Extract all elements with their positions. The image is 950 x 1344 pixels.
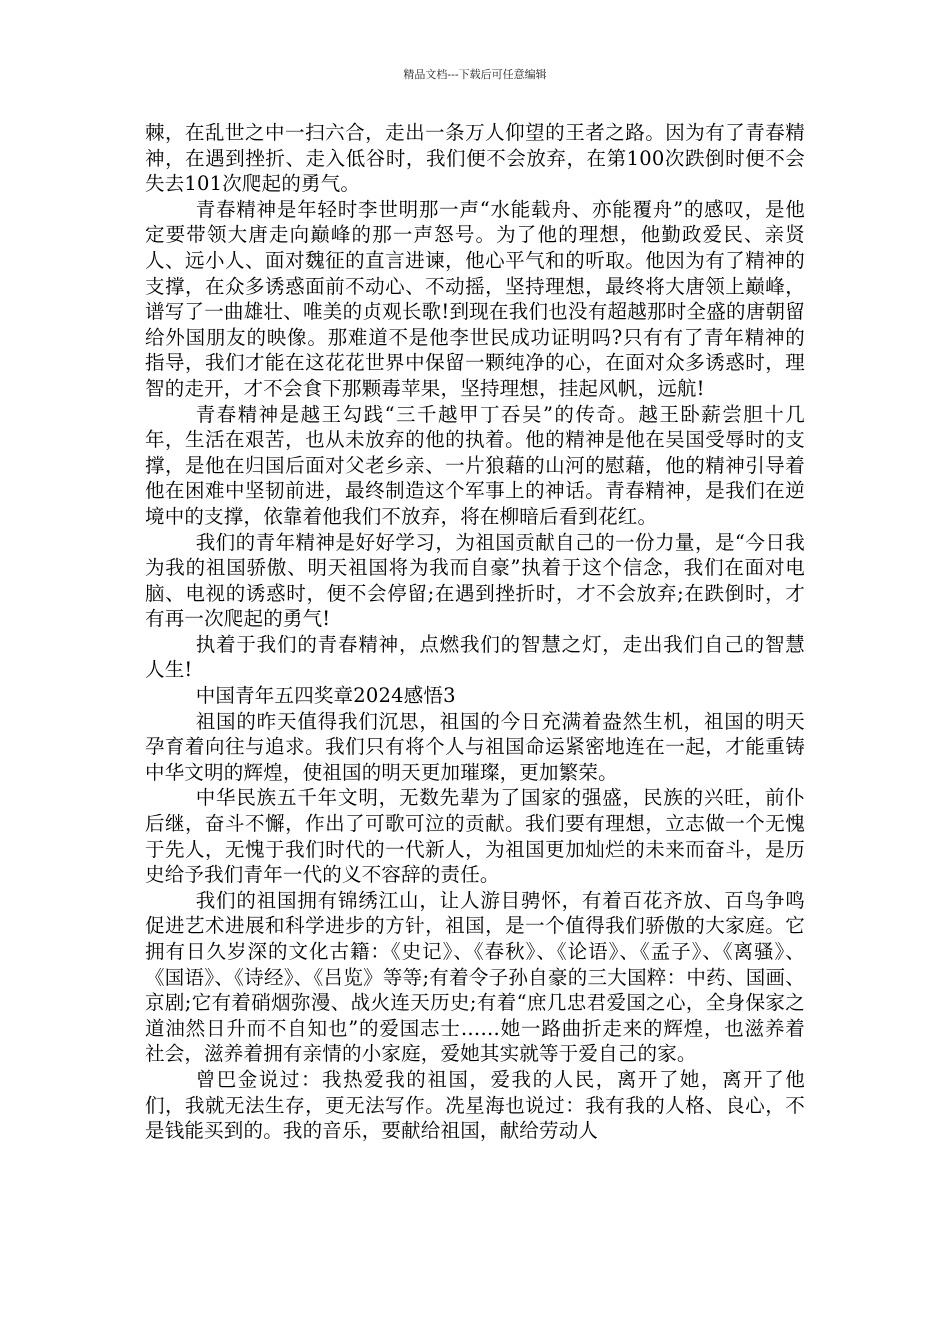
paragraph: 棘，在乱世之中一扫六合，走出一条万人仰望的王者之路。因为有了青春精神，在遇到挫折、走入低谷时，我们便不会放弃，在第100次跌倒时便不会失去101次爬起的勇气。 (145, 121, 805, 196)
document-body (145, 120, 805, 1144)
paragraph: 曾巴金说过：我热爱我的祖国，爱我的人民，离开了她，离开了他们，我就无法生存，更无法写作。冼星海也说过：我有我的人格、良心，不是钱能买到的。我的音乐，要献给祖国，献给劳动人 (145, 1067, 805, 1143)
paragraph: 祖国的昨天值得我们沉思，祖国的今日充满着盎然生机，祖国的明天孕育着向往与追求。我们只有将个人与祖国命运紧密地连在一起，才能重铸中华文明的辉煌，使祖国的明天更加璀璨，更加繁荣。 (145, 709, 805, 784)
paragraph: 我们的祖国拥有锦绣江山，让人游目骋怀，有着百花齐放、百鸟争鸣促进艺术进展和科学进步的方针，祖国，是一个值得我们骄傲的大家庭。它拥有日久岁深的文化古籍：《史记》、《春秋》、《论语》、《孟子》、《离骚》、《国语》、《诗经》、《吕览》等等;有着令子孙自豪的三大国粹：中药、国画、京剧;它有着硝烟弥漫、战火连天历史;有着“庶几忠君爱国之心，全身保家之道油然日升而不自知也”的爱国志士……她一路曲折走来的辉煌，也滋养着社会，滋养着拥有亲情的小家庭，爱她其实就等于爱自己的家。 (145, 888, 805, 1066)
page-header: 精品文档---下载后可任意编辑 (403, 68, 547, 81)
paragraph: 青春精神是越王勾践“三千越甲丁吞吴”的传奇。越王卧薪尝胆十几年，生活在艰苦，也从未放弃的他的执着。他的精神是他在吴国受辱时的支撑，是他在归国后面对父老乡亲、一片狼藉的山河的慰藉，他的精神引导着他在困难中坚韧前进，最终制造这个军事上的神话。青春精神，是我们在逆境中的支撑，依靠着他我们不放弃，将在柳暗后看到花红。 (145, 402, 805, 528)
paragraph: 中华民族五千年文明，无数先辈为了国家的强盛，民族的兴旺，前仆后继，奋斗不懈，作出了可歌可泣的贡献。我们要有理想，立志做一个无愧于先人，无愧于我们时代的一代新人，为祖国更加灿烂的未来而奋斗，是历史给予我们青年一代的义不容辞的责任。 (145, 786, 805, 887)
paragraph: 执着于我们的青春精神，点燃我们的智慧之灯，走出我们自己的智慧人生! (145, 632, 805, 682)
paragraph: 我们的青年精神是好好学习，为祖国贡献自己的一份力量，是“今日我为我的祖国骄傲、明天祖国将为我而自豪”执着于这个信念，我们在面对电脑、电视的诱惑时，便不会停留;在遇到挫折时，才不会放弃;在跌倒时，才有再一次爬起的勇气! (145, 530, 805, 631)
section-heading: 中国青年五四奖章2024感悟3 (195, 684, 456, 708)
paragraph: 青春精神是年轻时李世明那一声“水能载舟、亦能覆舟”的感叹，是他定要带领大唐走向巅峰的那一声怒号。为了他的理想，他勤政爱民、亲贤人、远小人、面对魏征的直言进谏，他心平气和的听取。他因为有了精神的支撑，在众多诱惑面前不动心、不动摇，坚持理想，最终将大唐领上巅峰，谱写了一曲雄壮、唯美的贞观长歌!到现在我们也没有超越那时全盛的唐朝留给外国朋友的映像。那难道不是他李世民成功证明吗?只有有了青年精神的指导，我们才能在这花花世界中保留一颗纯净的心，在面对众多诱惑时，理智的走开，才不会食下那颗毒苹果，坚持理想，挂起风帆，远航! (145, 197, 805, 400)
